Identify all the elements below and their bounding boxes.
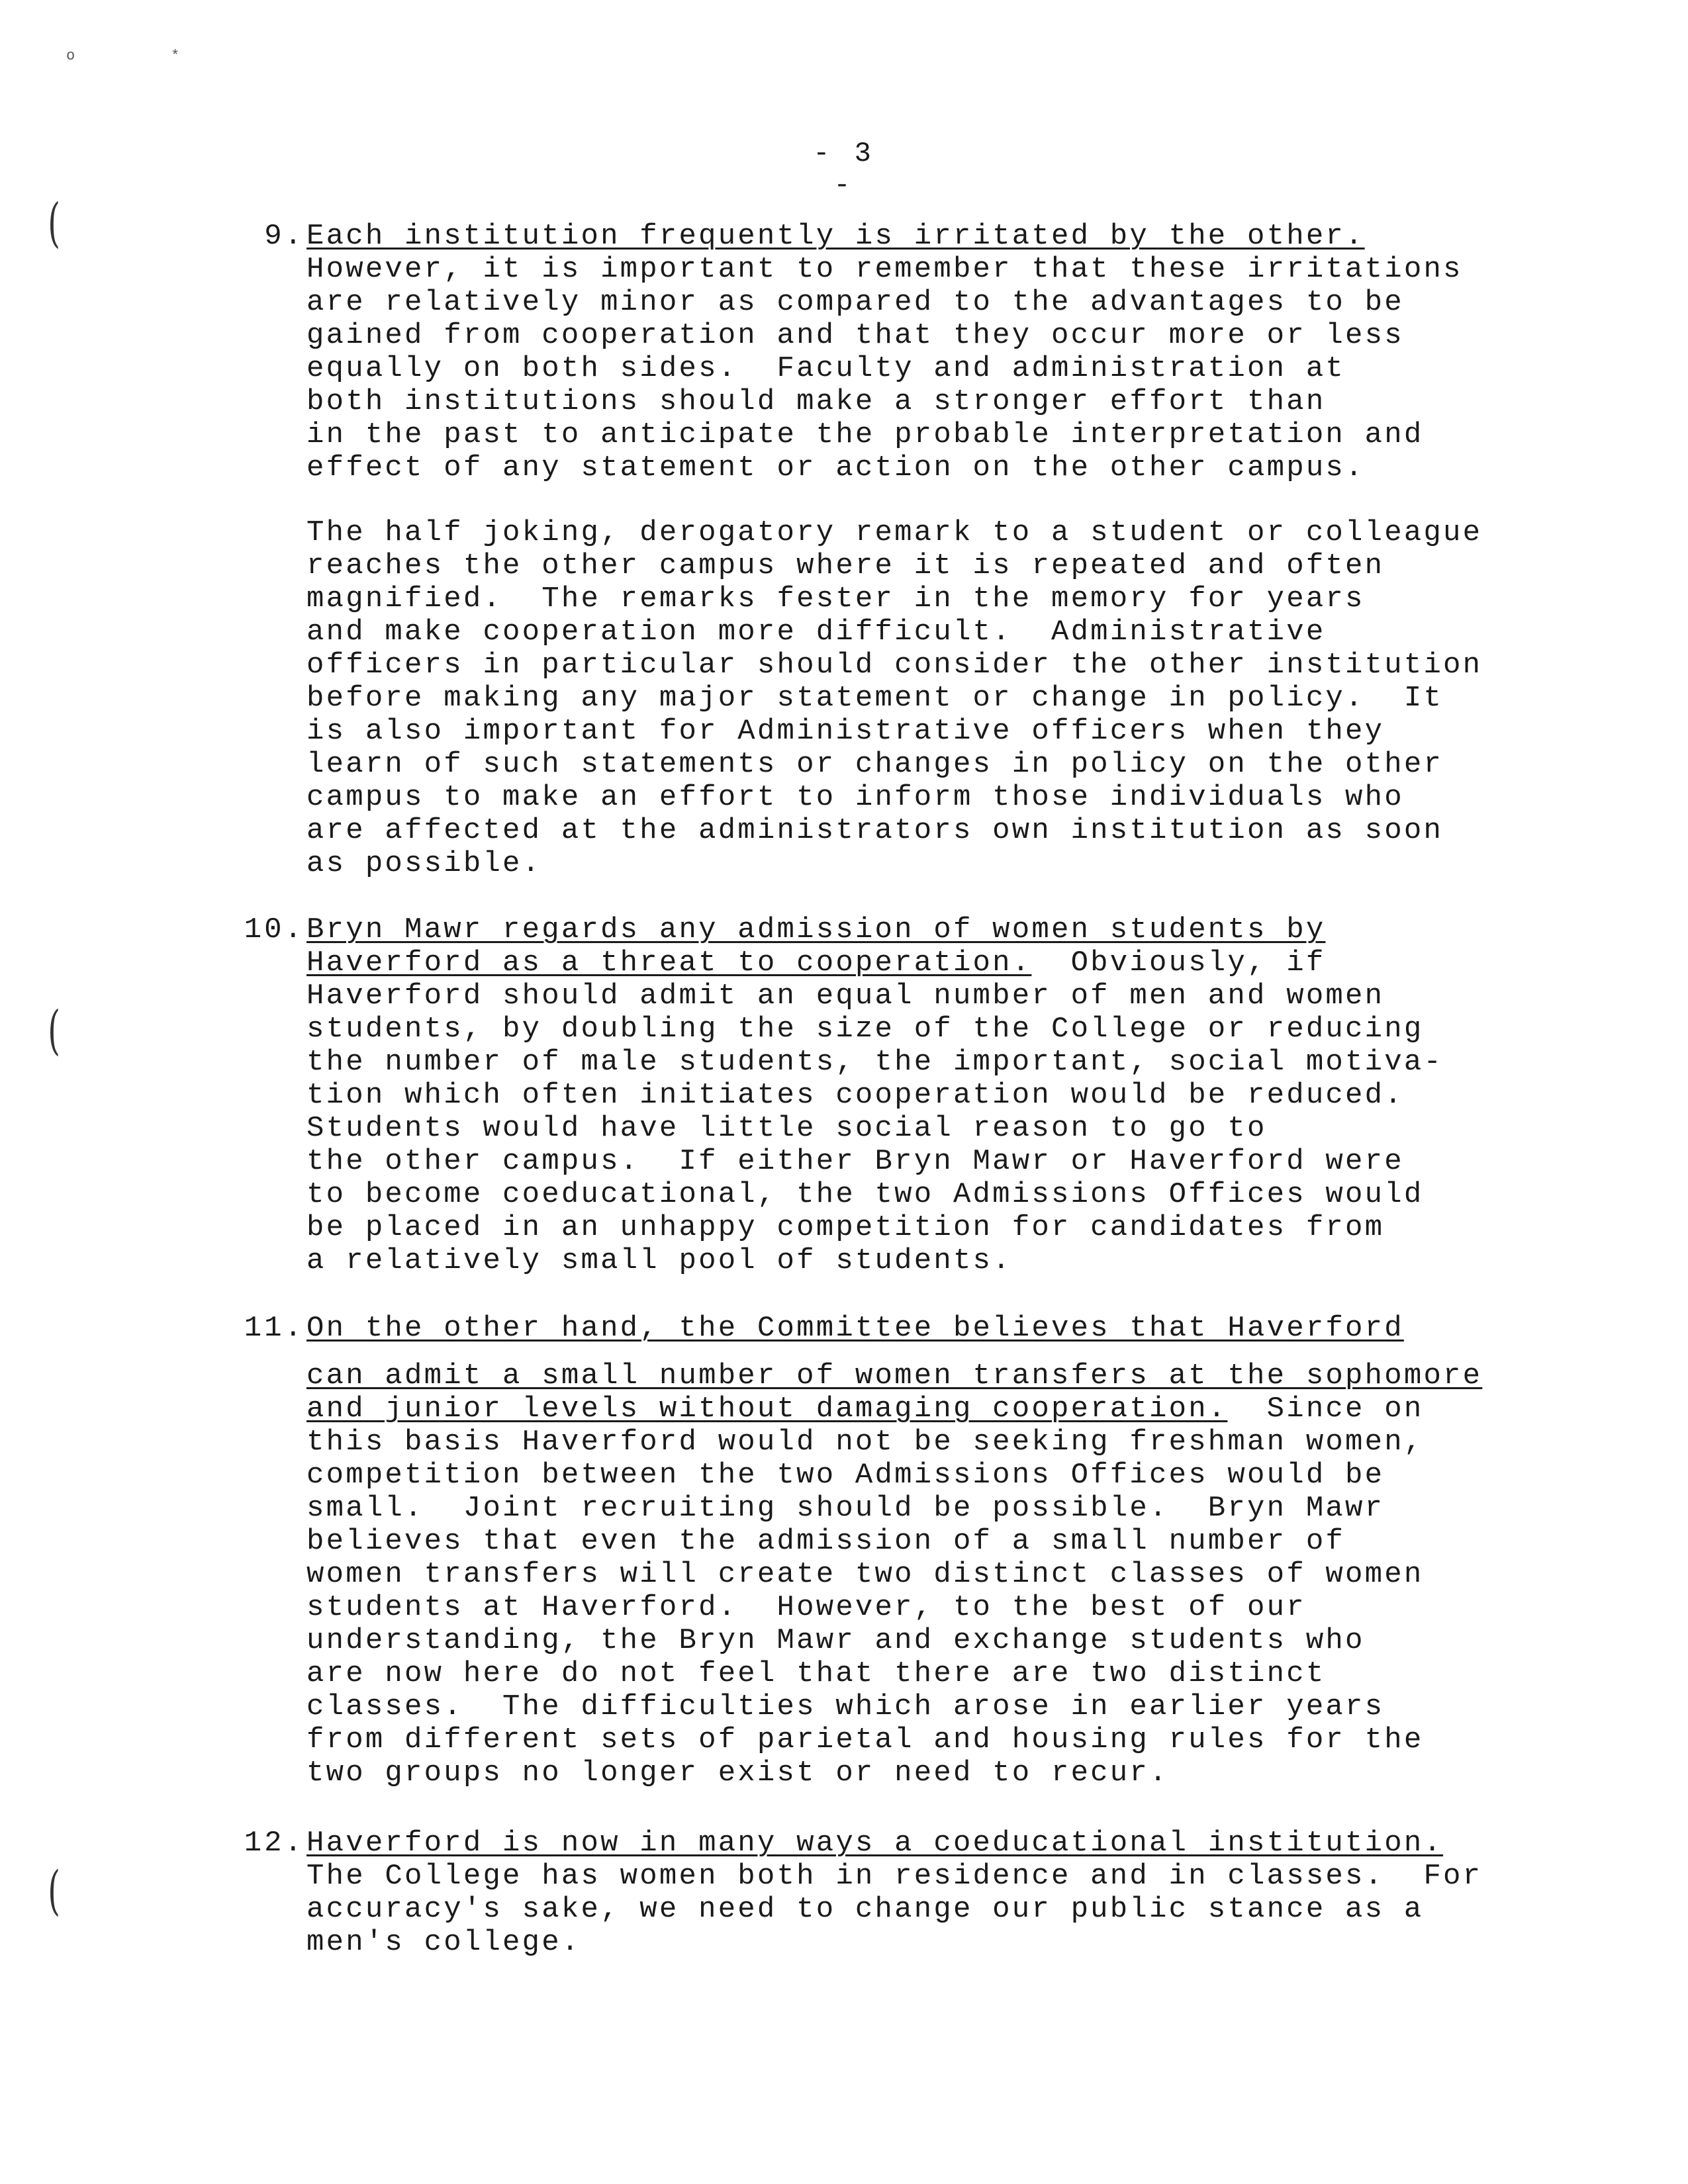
margin-bracket: ( <box>48 999 60 1061</box>
text-line: effect of any statement or action on the other campus. <box>306 451 1365 484</box>
text-line: women transfers will create two distinct classes of women <box>306 1558 1424 1591</box>
text-line: learn of such statements or changes in policy on the other <box>306 748 1444 781</box>
text-line: believes that even the admission of a small number of <box>306 1525 1346 1558</box>
page-number: - 3 - <box>813 138 875 201</box>
item-body <box>306 1827 1538 1959</box>
text-line: from different sets of parietal and housing rules for the <box>306 1723 1424 1756</box>
margin-bracket: ( <box>48 192 60 253</box>
item-number: 9. <box>264 220 305 253</box>
text-line: officers in particular should consider the other institution <box>306 649 1483 682</box>
text-line: before making any major statement or change in policy. It <box>306 682 1444 715</box>
text-line: The College has women both in residence and in classes. For <box>306 1860 1483 1893</box>
text-line: However, it is important to remember that these irritations <box>306 253 1463 286</box>
margin-speck: o <box>66 48 75 64</box>
text-line: small. Joint recruiting should be possible. Bryn Mawr <box>306 1492 1385 1525</box>
item-body <box>306 220 1538 880</box>
text-line: understanding, the Bryn Mawr and exchange students who <box>306 1624 1365 1657</box>
text-line: students at Haverford. However, to the best of our <box>306 1591 1306 1624</box>
text-line: equally on both sides. Faculty and administration at <box>306 352 1346 385</box>
text-line: this basis Haverford would not be seeking freshman women, <box>306 1426 1424 1459</box>
margin-bracket: ( <box>48 1860 60 1921</box>
text-line: magnified. The remarks fester in the memory for years <box>306 582 1365 615</box>
text-line: is also important for Administrative officers when they <box>306 715 1385 748</box>
text-line: competition between the two Admissions Offices would be <box>306 1459 1385 1492</box>
item-heading-tail: and junior levels without damaging cooperation. <box>306 1392 1228 1426</box>
item-heading-tail: Haverford as a threat to cooperation. <box>306 946 1032 979</box>
item-heading: Each institution frequently is irritated by the other. <box>306 220 1365 253</box>
item-number: 12. <box>244 1827 305 1860</box>
text-line: the number of male students, the important, social motiva- <box>306 1046 1444 1079</box>
text-line: a relatively small pool of students. <box>306 1244 1012 1277</box>
item-heading: On the other hand, the Committee believes that Haverford <box>306 1312 1404 1345</box>
text-line: Students would have little social reason to go to <box>306 1112 1267 1145</box>
text-line: are affected at the administrators own institution as soon <box>306 814 1444 847</box>
item-body <box>306 913 1538 1277</box>
item-heading: Bryn Mawr regards any admission of women students by <box>306 913 1326 946</box>
text-line: accuracy's sake, we need to change our public stance as a <box>306 1893 1424 1926</box>
text-line: students, by doubling the size of the College or reducing <box>306 1013 1424 1046</box>
item-heading: Haverford is now in many ways a coeducational institution. <box>306 1827 1444 1860</box>
text-line: and make cooperation more difficult. Administrative <box>306 615 1326 649</box>
text-line: classes. The difficulties which arose in earlier years <box>306 1690 1385 1723</box>
mixed-line <box>306 946 1538 979</box>
text-line: to become coeducational, the two Admissions Offices would <box>306 1178 1424 1211</box>
text-line: The half joking, derogatory remark to a student or colleague <box>306 516 1483 549</box>
item-number: 11. <box>244 1312 305 1345</box>
text-line: Haverford should admit an equal number of men and women <box>306 979 1385 1013</box>
text-line: as possible. <box>306 847 542 880</box>
text-line: gained from cooperation and that they occur more or less <box>306 319 1404 352</box>
text-line: be placed in an unhappy competition for candidates from <box>306 1211 1385 1244</box>
item-number: 10. <box>244 913 305 946</box>
margin-speck: * <box>171 48 180 64</box>
item-body <box>306 1312 1538 1790</box>
text-line: are relatively minor as compared to the advantages to be <box>306 286 1404 319</box>
text-line: are now here do not feel that there are two distinct <box>306 1657 1326 1690</box>
text-line: both institutions should make a stronger effort than <box>306 385 1326 418</box>
text-line: reaches the other campus where it is repeated and often <box>306 549 1385 582</box>
text-fragment: Since on <box>1227 1392 1424 1426</box>
text-line: tion which often initiates cooperation would be reduced. <box>306 1079 1404 1112</box>
text-fragment: Obviously, if <box>1031 946 1326 979</box>
item-heading: can admit a small number of women transfers at the sophomore <box>306 1359 1483 1392</box>
mixed-line <box>306 1392 1538 1426</box>
text-line: campus to make an effort to inform those individuals who <box>306 781 1404 814</box>
text-line: two groups no longer exist or need to recur. <box>306 1756 1169 1790</box>
text-line: the other campus. If either Bryn Mawr or Haverford were <box>306 1145 1404 1178</box>
text-line: in the past to anticipate the probable interpretation and <box>306 418 1424 451</box>
text-line: men's college. <box>306 1926 581 1959</box>
